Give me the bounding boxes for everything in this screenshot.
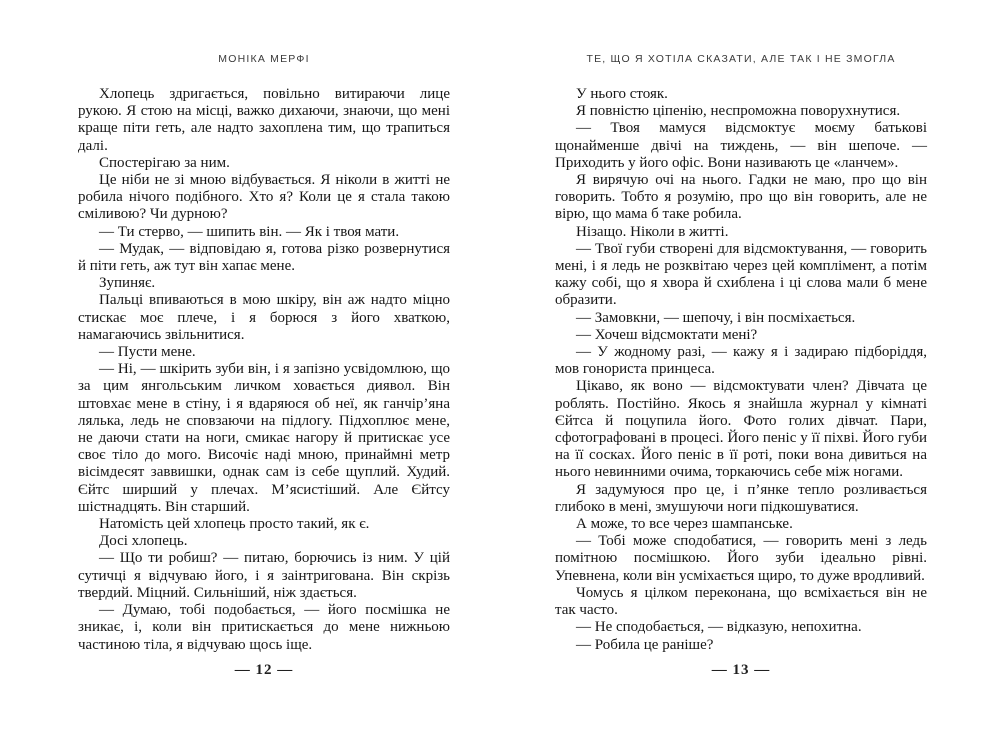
paragraph: Спостерігаю за ним.: [99, 154, 230, 171]
page-left: [78, 0, 450, 733]
paragraph: — Тобі може сподобатися, — говорить мені з ледь помітною посмішкою. Його зуби ідеально рівні. Упевнена, коли він усміхається щиро, то дуже вродливий.: [555, 533, 927, 584]
paragraph: Натомість цей хлопець просто такий, як є.: [99, 516, 370, 533]
paragraph: — Ні, — шкірить зуби він, і я запізно усвідомлюю, що за цим янгольським личком ховається диявол. Він штовхає мене в стіну, і я вдаряюся об неї, як ганчір’яна лялька, ледь не сповзаючи на підлогу. Підхоплює мене, не даючи стати на ноги, смикає нагору й притискає усе своє тіло до мого. Височіє наді мною, принаймні метр вісімдесят заввишки, однак сам із себе щуплий. Худий. Єйтс ширший у плечах. М’ясистіший. Але Єйтсу шістнадцять. Він старший.: [78, 361, 450, 515]
paragraph: — Що ти робиш? — питаю, борючись із ним. У цій сутичці я відчуваю його, і я заінтригована. Він скрізь твердий. Міцний. Сильніший, ніж здається.: [78, 550, 450, 601]
paragraph: Я вирячую очі на нього. Гадки не маю, про що він говорить. Тобто я розумію, про що він говорить, але не вірю, що мама б таке робила.: [555, 172, 927, 223]
paragraph: Я задумуюся про це, і п’янке тепло розливається глибоко в мені, змушуючи ноги підкошуватися.: [555, 481, 927, 515]
paragraph: — Мудак, — відповідаю я, готова різко розвернутися й піти геть, аж тут він хапає мене.: [78, 240, 450, 275]
paragraph: — Твоя мамуся відсмоктує моєму батькові щонайменше двічі на тиждень, — він шепоче. — Приходить у його офіс. Вони називають це «ланчем».: [555, 120, 927, 171]
paragraph: — Хочеш відсмоктати мені?: [576, 326, 758, 343]
paragraph: Чомусь я цілком переконана, що всміхається він не так часто.: [555, 584, 927, 619]
paragraph: Цікаво, як воно — відсмоктувати член? Дівчата це роблять. Постійно. Якось я знайшла журнал у кімнаті Єйтса й поцупила його. Фото голих дівчат. Пари, сфотографовані в процесі. Його пеніс у її піхві. Його губи на її сосках. Його пеніс в її роті, поки вона дивиться на нього невинними очима, торкаючись себе між ногами.: [555, 378, 927, 481]
page-left-text: [78, 86, 450, 654]
page-right-text: [555, 86, 927, 654]
paragraph: У нього стояк.: [576, 86, 668, 102]
page-right: [555, 0, 927, 733]
paragraph: — Пусти мене.: [99, 344, 196, 361]
page-number-left: — 12 —: [234, 662, 294, 678]
paragraph: Зупиняє.: [99, 275, 156, 292]
page-number-right: — 13 —: [711, 662, 771, 678]
paragraph: — Робила це раніше?: [576, 636, 714, 653]
paragraph: — У жодному разі, — кажу я і задираю підборіддя, мов гонориста принцеса.: [555, 344, 927, 378]
paragraph: Хлопець здригається, повільно витираючи лице рукою. Я стою на місці, важко дихаючи, знаючи, що мені краще піти геть, але надто захоплена тим, що трапиться далі.: [78, 86, 450, 154]
running-head-title: ТЕ, ЩО Я ХОТІЛА СКАЗАТИ, АЛЕ ТАК І НЕ ЗМОГЛА: [586, 53, 896, 65]
running-head-author: МОНІКА МЕРФІ: [218, 53, 310, 65]
paragraph: — Твої губи створені для відсмоктування, — говорить мені, і я ледь не розквітаю через цей комплімент, а потім кажу собі, що я хвора й схиблена і ці слова мали б мене образити.: [555, 240, 927, 309]
paragraph: Нізащо. Ніколи в житті.: [576, 223, 729, 240]
paragraph: — Думаю, тобі подобається, — його посмішка не зникає, і, коли він притискається до мене нижньою частиною тіла, я відчуваю щось іще.: [78, 602, 450, 653]
paragraph: Я повністю ціпенію, неспроможна поворухнутися.: [576, 103, 901, 120]
paragraph: — Ти стерво, — шипить він. — Як і твоя мати.: [99, 223, 400, 240]
paragraph: Пальці впиваються в мою шкіру, він аж надто міцно стискає моє плече, і я борюся з його хваткою, намагаючись звільнитися.: [78, 292, 450, 343]
paragraph: — Замовкни, — шепочу, і він посміхається.: [576, 309, 856, 326]
paragraph: Це ніби не зі мною відбувається. Я ніколи в житті не робила нічого подібного. Хто я? Коли це я стала такою сміливою? Чи дурною?: [78, 172, 450, 223]
paragraph: — Не сподобається, — відказую, непохитна.: [576, 619, 862, 636]
paragraph: А може, то все через шампанське.: [576, 516, 793, 533]
paragraph: Досі хлопець.: [99, 533, 188, 550]
